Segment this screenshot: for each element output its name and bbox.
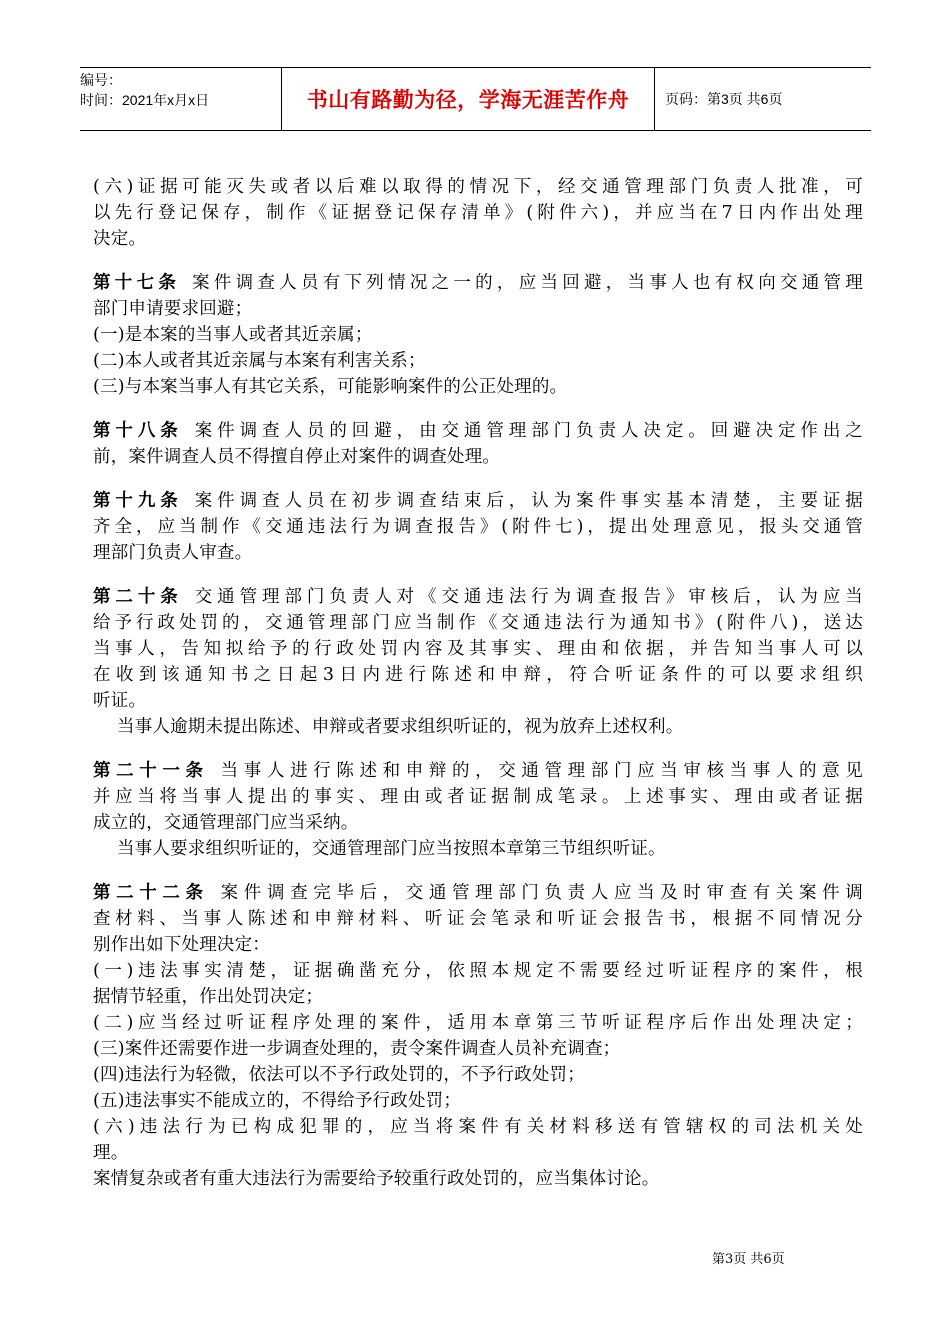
text-line: 第十七条 案件调查人员有下列情况之一的，应当回避，当事人也有权向交通管理	[93, 273, 863, 293]
article-title: 第十八条	[93, 421, 183, 441]
article-20	[93, 584, 863, 740]
text-line: 在收到该通知书之日起3日内进行陈述和申辩，符合听证条件的可以要求组织	[93, 665, 863, 685]
text-line: (三)与本案当事人有其它关系，可能影响案件的公正处理的。	[93, 377, 568, 397]
text-line: (一)违法事实清楚，证据确凿充分，依照本规定不需要经过听证程序的案件，根	[93, 961, 863, 981]
article-title: 第二十条	[93, 587, 183, 607]
page-header	[80, 67, 871, 131]
text-line: 第十九条 案件调查人员在初步调查结束后，认为案件事实基本清楚，主要证据	[93, 491, 863, 511]
text-line: 第十八条 案件调查人员的回避，由交通管理部门负责人决定。回避决定作出之	[93, 421, 863, 441]
text-line: (一)是本案的当事人或者其近亲属；	[93, 325, 373, 345]
text-line: (三)案件还需要作进一步调查处理的，责令案件调查人员补充调查；	[93, 1039, 621, 1059]
article-21	[93, 758, 863, 862]
text-line: 以先行登记保存，制作《证据登记保存清单》(附件六)，并应当在7日内作出处理	[93, 203, 863, 223]
text-line: (二)应当经过听证程序处理的案件，适用本章第三节听证程序后作出处理决定；	[93, 1013, 863, 1033]
text-line: (六)违法行为已构成犯罪的，应当将案件有关材料移送有管辖权的司法机关处	[93, 1117, 863, 1137]
article-18	[93, 418, 863, 470]
text-line: 当事人要求组织听证的，交通管理部门应当按照本章第三节组织听证。	[117, 839, 666, 859]
text-line: (六)证据可能灭失或者以后难以取得的情况下，经交通管理部门负责人批准，可	[93, 177, 863, 197]
text-line: 听证。	[93, 691, 147, 711]
document-date-label: 时间：2021年x月x日	[80, 92, 210, 108]
text-line: 案情复杂或者有重大违法行为需要给予较重行政处罚的，应当集体讨论。	[93, 1169, 660, 1189]
text-line: 并应当将当事人提出的事实、理由或者证据制成笔录。上述事实、理由或者证据	[93, 787, 863, 807]
text-line: 据情节轻重，作出处罚决定；	[93, 987, 324, 1007]
article-22	[93, 880, 863, 1192]
article-title: 第二十一条	[93, 761, 209, 781]
text-line: 第二十二条 案件调查完毕后，交通管理部门负责人应当及时审查有关案件调	[93, 883, 863, 903]
article-19	[93, 488, 863, 566]
document-body	[93, 174, 863, 1210]
text-line: 理。	[93, 1143, 129, 1163]
text-line: 给予行政处罚的，交通管理部门应当制作《交通违法行为通知书》(附件八)，送达	[93, 613, 863, 633]
header-motto: 书山有路勤为径，学海无涯苦作舟	[282, 68, 655, 130]
text-line: 别作出如下处理决定：	[93, 935, 270, 955]
text-line: 前，案件调查人员不得擅自停止对案件的调查处理。	[93, 447, 501, 467]
article-17	[93, 270, 863, 400]
text-line: (二)本人或者其近亲属与本案有利害关系；	[93, 351, 426, 371]
text-line: 理部门负责人审查。	[93, 543, 253, 563]
article-title: 第十七条	[93, 273, 181, 293]
page-footer: 第3页 共6页	[712, 1252, 785, 1267]
text-line: 决定。	[93, 229, 147, 249]
text-line: 查材料、当事人陈述和申辩材料、听证会笔录和听证会报告书，根据不同情况分	[93, 909, 863, 929]
paragraph-item-6	[93, 174, 863, 252]
header-left-cell	[80, 68, 282, 130]
text-line: 第二十一条 当事人进行陈述和申辩的，交通管理部门应当审核当事人的意见	[93, 761, 863, 781]
document-number-label: 编号：	[80, 72, 122, 88]
text-line: 部门申请要求回避；	[93, 299, 253, 319]
header-page-label: 页码：第3页 共6页	[665, 91, 783, 107]
text-line: 成立的，交通管理部门应当采纳。	[93, 813, 359, 833]
text-line: 当事人，告知拟给予的行政处罚内容及其事实、理由和依据，并告知当事人可以	[93, 639, 863, 659]
text-line: 第二十条 交通管理部门负责人对《交通违法行为调查报告》审核后，认为应当	[93, 587, 863, 607]
text-line: 当事人逾期未提出陈述、申辩或者要求组织听证的，视为放弃上述权利。	[117, 717, 684, 737]
text-line: (四)违法行为轻微，依法可以不予行政处罚的，不予行政处罚；	[93, 1065, 585, 1085]
article-title: 第十九条	[93, 491, 183, 511]
article-title: 第二十二条	[93, 883, 209, 903]
text-line: 齐全，应当制作《交通违法行为调查报告》(附件七)，提出处理意见，报头交通管	[93, 517, 863, 537]
text-line: (五)违法事实不能成立的，不得给予行政处罚；	[93, 1091, 462, 1111]
